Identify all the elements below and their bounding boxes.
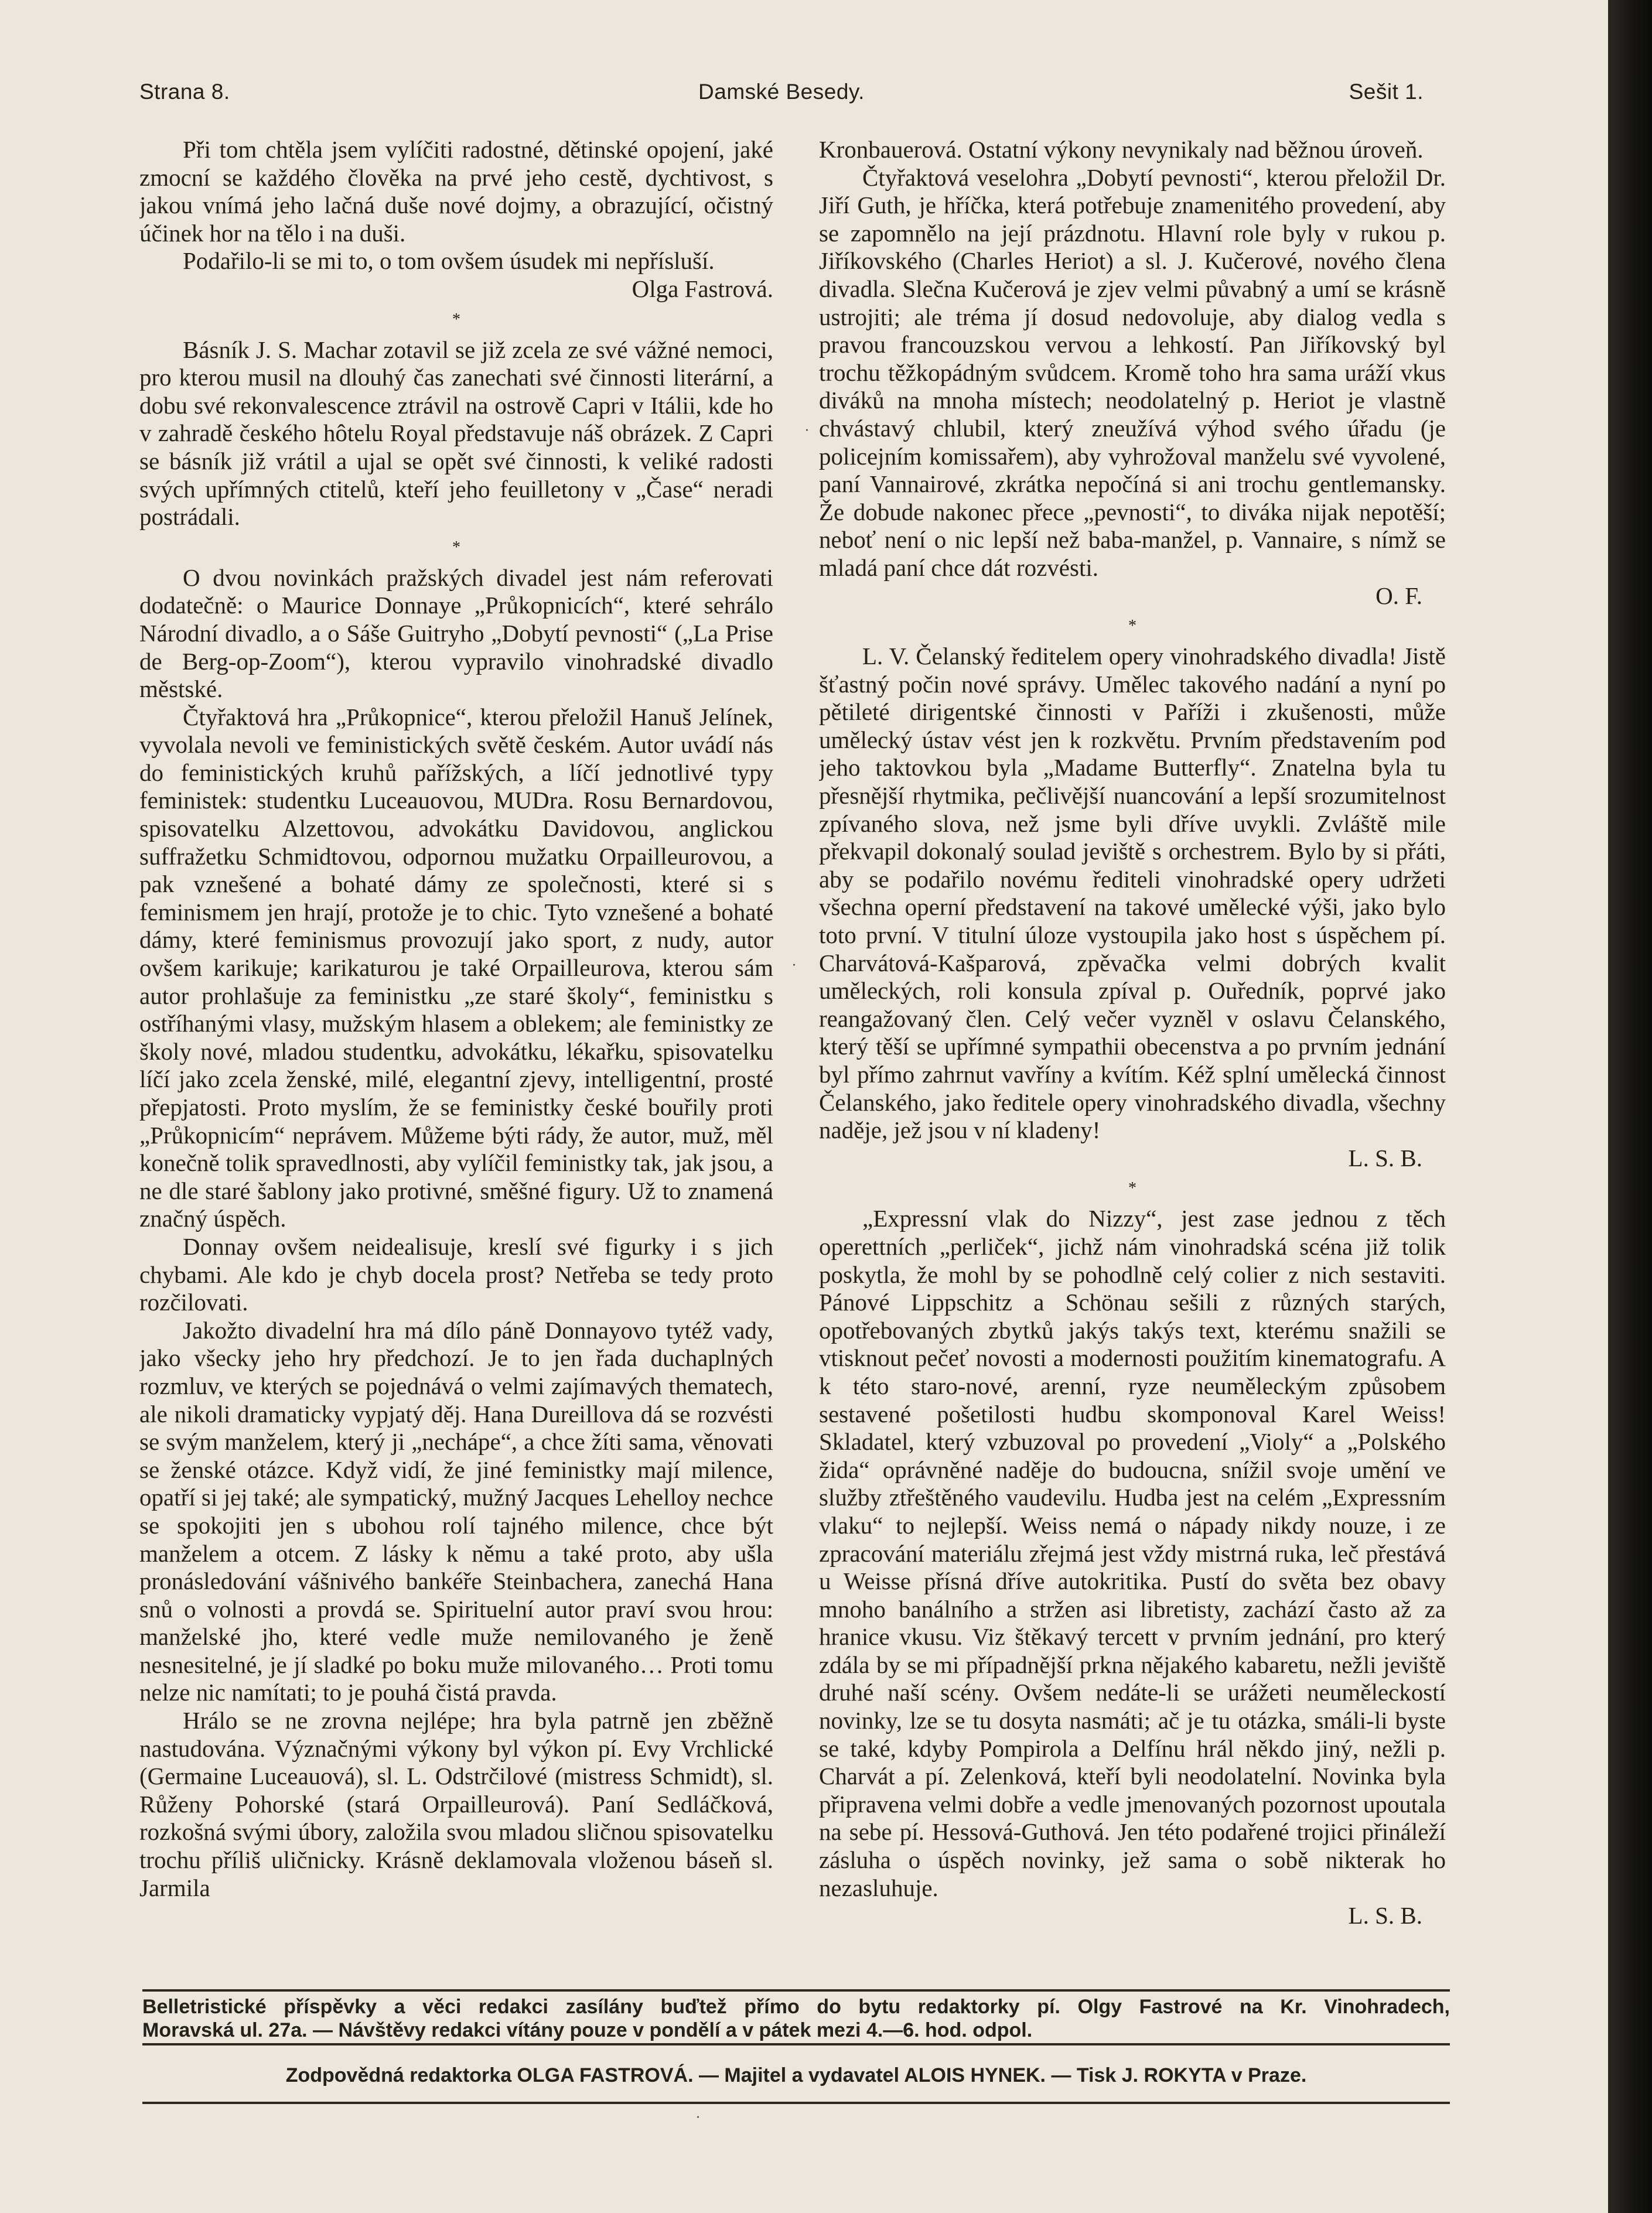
right-column (819, 136, 1446, 1963)
author-signature: L. S. B. (1348, 1144, 1422, 1172)
author-signature: L. S. B. (1348, 1902, 1422, 1929)
intro-paragraph: Při tom chtěla jsem vylíčiti radostné, dětinské opojení, jaké zmocní se každého člověka na prvé jeho cestě, dychtivost, s jakou vnímá jeho lačná duše nové dojmy, a obrazující, očistný účinek hor na tělo i na duši. (139, 136, 773, 247)
intro-closing-paragraph: Podařilo-li se mi to, o tom ovšem úsudek mi nepřísluší. (183, 247, 715, 275)
print-speck: · (805, 424, 809, 438)
author-signature: Olga Fastrová. (632, 275, 773, 302)
running-head (139, 80, 1424, 115)
section-separator: * (452, 538, 460, 556)
notice-line-2: Moravská ul. 27a. — Návštěvy redakci vítány pouze v pondělí a v pátek mezi 4.—6. hod. odpol. (142, 2019, 1033, 2041)
section-separator: * (1128, 1179, 1136, 1198)
donnay-paragraph: Donnay ovšem neidealisuje, kreslí své figurky i s jich chybami. Ale kdo je chyb docela prost? Netřeba se tedy proto rozčilovati. (139, 1232, 773, 1316)
editorial-notice (142, 1989, 1450, 2045)
book-binding-edge (1608, 0, 1652, 2213)
continued-paragraph: Kronbauerová. Ostatní výkony nevynikaly nad běžnou úroveň. (819, 136, 1424, 163)
author-signature: O. F. (1375, 582, 1422, 609)
print-speck: · (792, 958, 796, 973)
machar-paragraph: Básník J. S. Machar zotavil se již zcela ze své vážné nemoci, pro kterou musil na dlouhý čas zanechati své činnosti literární, a dobu své rekonvalescence ztrávil na ostrově Capri v Itálii, kde ho v zahradě českého hôtelu Royal představuje náš obrázek. Z Capri se básník již vrátil a ujal se opět své činnosti, k veliké radosti svých upřímných ctitelů, kteří jeho feuilletony v „Čase“ neradi postrádali. (139, 336, 773, 531)
prukopnice-paragraph: Čtyřaktová hra „Průkopnice“, kterou přeložil Hanuš Jelínek, vyvolala nevoli ve feministických světě českém. Autor uvádí nás do feministických kruhů pařížských, a líčí jednotlivé typy feministek: studentku Luceauovou, MUDra. Rosu Bernardovou, spisovatelku Alzettovou, advokátku Davidovou, anglickou suffražetku Schmidtovou, odpornou mužatku Orpailleurovou, a pak vznešené a bohaté dámy ze společnosti, které si s feminismem jen hrají, protože je to chic. Tyto vznešené a bohaté dámy, které feminismus provozují jako sport, z nudy, autor ovšem karikuje; karikaturou je také Orpailleurova, kterou sám autor prohlašuje za feministku „ze staré školy“, feministku s ostříhanými vlasy, mužským hlasem a oblekem; ale feministky ze školy nové, mladou studentku, advokátku, lékařku, spisovatelku líčí jako zcela ženské, milé, elegantní zjevy, intelligentní, prosté přepjatosti. Proto myslím, že se feministky české bouřily proti „Průkopnicím“ neprávem. Můžeme býti rády, že autor, muž, měl konečně tolik spravedlnosti, aby vylíčil feministky tak, jak jsou, a ne dle staré šablony jako protivné, směšné figury. Už to znamená značný úspěch. (139, 703, 773, 1232)
celansky-paragraph: L. V. Čelanský ředitelem opery vinohradského divadla! Jistě šťastný počin nové správy. Umělec takového nadání a nyní po pětileté dirigentské činnosti v Paříži i zkušenosti, může umělecký ústav vést jen k rozkvětu. Prvním představením pod jeho taktovkou byla „Madame Butterfly“. Znatelna byla tu přesnější rhytmika, pečlivější nuancování a lepší srozumitelnost zpívaného slova, než jsme byli dříve uvykli. Zvláště mile překvapil dokonalý soulad jeviště s orchestrem. Bylo by si přáti, aby se podařilo novému řediteli vinohradské opery udržeti všechna operní představení na takové umělecké výši, jako bylo toto první. V titulní úloze vystoupila jako host s úspěchem pí. Charvátová-Kašparová, zpěvačka velmi dobrých kvalit uměleckých, roli konsula zpíval p. Ouředník, poprvé jako reangažovaný člen. Celý večer vyzněl v oslavu Čelanského, který těší se upřímné sympathii obecenstva a po prvním jednání byl přímo zahrnut vavříny a kvítím. Kéž splní umělecká činnost Čelanského, jako ředitele opery vinohradského divadla, všechny naděje, jež jsou v ní kladeny! (819, 643, 1446, 1144)
expressni-vlak-paragraph: „Expressní vlak do Nizzy“, jest zase jednou z těch operettních „perliček“, jichž nám vinohradská scéna již tolik poskytla, že mohl by se pohodlně celý colier z nich sestaviti. Pánové Lippschitz a Schönau sešili z různých starých, opotřebovaných zbytků jakýs takýs text, kterému snažili se vtisknout pečeť novosti a modernosti použitím kinematografu. A k této staro-nové, arenní, ryze neuměleckým způsobem sestavené pošetilosti hudbu skomponoval Karel Weiss! Skladatel, který vzbuzoval po provedení „Violy“ a „Polského žida“ oprávněné naděje do budoucna, snížil svoje umění ve služby ztřeštěného vaudevilu. Hudba jest na celém „Expressním vlaku“ to nejlepší. Weiss nemá o nápady nikdy nouze, i ze zpracování materiálu zřejmá jest vždy mistrná ruka, leč přestává u Weisse přísná dříve autokritika. Pustí do světa bez obavy mnoho banálního a stržen asi libretisty, zachází často až za hranice vkusu. Viz štěkavý tercett v prvním jednání, pro který zdála by se mi případnější prkna nějakého kabaretu, nežli jeviště druhé naší scény. Ovšem nedáte-li se urážeti neuměleckostí novinky, lze se tu dosyta nasmáti; ač je tu otázka, smáli-li byste se také, kdyby Pompirola a Delfínu hrál někdo jiný, nežli p. Charvát a pí. Zelenková, kteří byli neodolatelní. Novinka byla připravena velmi dobře a vedle jmenovaných pozornost upoutala na sebe pí. Hessová-Guthová. Jen této podařené trojici přináleží zásluha o úspěch novinky, jež sama o sobě nikterak ho nezasluhuje. (819, 1205, 1446, 1901)
magazine-title: Damské Besedy. (698, 80, 865, 104)
notice-line-1: Belletristické příspěvky a věci redakci zasílány buďtež přímo do bytu redaktorky pí. Olgy Fastrové na Kr. Vinohradech, (142, 1996, 1450, 2018)
divadelni-hra-paragraph: Jakožto divadelní hra má dílo páně Donnayovo tytéž vady, jako všecky jeho hry předchozí. Je to jen řada duchaplných rozmluv, ve kterých se pojednává o velmi zajímavých thematech, ale nikoli dramaticky vypjatý děj. Hana Dureillova dá se rozvésti se svým manželem, který ji „nechápe“, a chce žíti sama, věnovati se ženské otázce. Když vidí, že jiné feministky mají milence, opatří si jej také; ale sympatický, mužný Jacques Lehelloy nechce se spokojiti jen s ubohou rolí tajného milence, chce být manželem a otcem. Z lásky k němu a také proto, aby ušla pronásledování vášnivého bankéře Steinbachera, zanechá Hana snů o volnosti a provdá se. Spirituelní autor praví svou hrou: manželské jho, které vedle muže nemilovaného je ženě nesnesitelné, je jí sladké po boku muže milovaného… Proti tomu nelze nic namítati; to je pouhá čistá pravda. (139, 1316, 773, 1706)
novinky-paragraph: O dvou novinkách pražských divadel jest nám referovati dodatečně: o Maurice Donnaye „Průkopnicích“, které sehrálo Národní divadlo, a o Sáše Guitryho „Dobytí pevnosti“ („La Prise de Berg-op-Zoom“), kterou vypravilo vinohradské divadlo městské. (139, 564, 773, 703)
dobyti-pevnosti-paragraph: Čtyřaktová veselohra „Dobytí pevnosti“, kterou přeložil Dr. Jiří Guth, je hříčka, která potřebuje znamenitého provedení, aby se zapomnělo na její prázdnotu. Hlavní role byly v rukou p. Jiříkovského (Charles Heriot) a sl. J. Kučerové, nového člena divadla. Slečna Kučerová je zjev velmi půvabný a umí se krásně ustrojiti; ale tréma jí dosud nedovoluje, aby dialog vedla s pravou francouzskou vervou a lehkostí. Pan Jiříkovský byl trochu těžkopádným svůdcem. Kromě toho hra sama uráží vkus diváků na mnoha místech; neodolatelný p. Heriot je vlastně chvástavý chlubil, který zneužívá výhod svého úřadu (je policejním komissařem), aby vyhrožoval manželu své vyvolené, paní Vannairové, zkrátka nepočíná si ani trochu gentlemansky. Že dobude nakonec přece „pevnosti“, to diváka nijak nepotěší; neboť není o nic lepší než baba-manžel, p. Vannaire, s nímž se mladá paní chce dát rozvésti. (819, 163, 1446, 581)
left-column (139, 136, 773, 1963)
print-speck: · (696, 2110, 700, 2125)
section-separator: * (1128, 617, 1136, 636)
imprint-text: Zodpovědná redaktorka OLGA FASTROVÁ. — Majitel a vydavatel ALOIS HYNEK. — Tisk J. ROKYTA v Praze. (285, 2064, 1307, 2086)
issue-number: Sešit 1. (1349, 80, 1424, 104)
section-separator: * (452, 310, 460, 329)
hralo-paragraph: Hrálo se ne zrovna nejlépe; hra byla patrně jen zběžně nastudována. Význačnými výkony byl výkon pí. Evy Vrchlické (Germaine Luceauová), sl. L. Odstrčilové (mistress Schmidt), sl. Růženy Pohorské (stará Orpailleurová). Paní Sedláčková, rozkošná svými úbory, založila svou mladou sličnou spisovatelku trochu příliš uličnicky. Krásně deklamovala vloženou báseň sl. Jarmila (139, 1707, 773, 1901)
imprint-footer (142, 2049, 1450, 2104)
page-number: Strana 8. (139, 80, 230, 104)
